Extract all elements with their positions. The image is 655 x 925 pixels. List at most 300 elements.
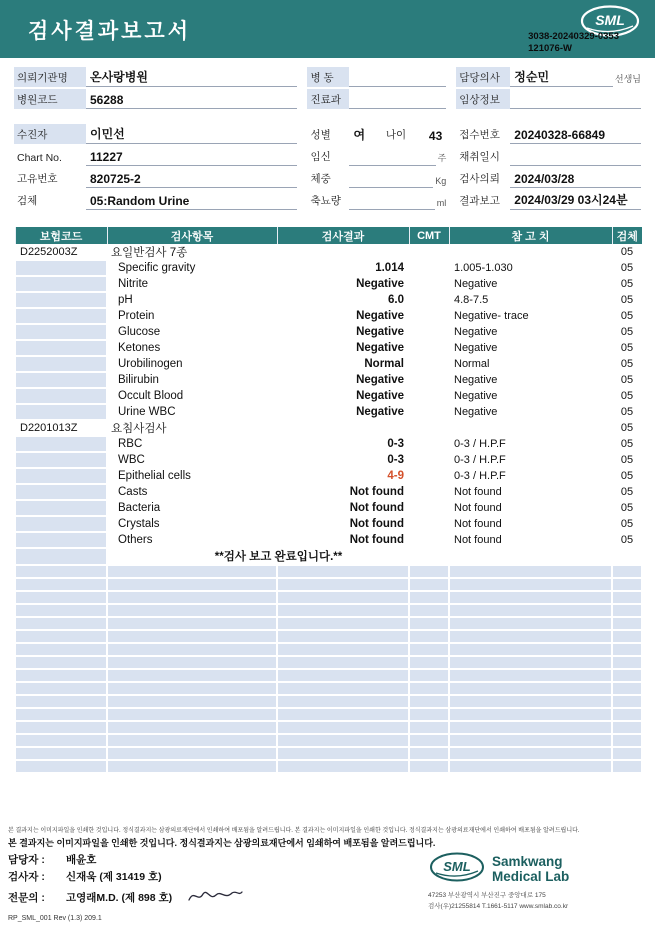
empty-cell [15, 708, 107, 721]
empty-cell [107, 760, 277, 773]
info-column-middle [307, 68, 446, 213]
col-header-test-result: 검사결과 [277, 227, 409, 244]
empty-cell [277, 591, 409, 604]
cell-test-item: Urobilinogen [118, 358, 183, 370]
cell-reference: Negative [454, 278, 498, 290]
cell-reference: Not found [454, 534, 502, 546]
empty-cell [15, 760, 107, 773]
empty-cell [449, 760, 612, 773]
field-label: 의뢰기관명 [14, 67, 86, 87]
staff-value: 배윤호 [66, 854, 97, 866]
empty-cell [277, 643, 409, 656]
empty-cell [612, 604, 642, 617]
table-row-18 [15, 532, 642, 548]
table-empty-row-1 [15, 578, 642, 591]
table-empty-row-13 [15, 734, 642, 747]
svg-text:SML: SML [443, 859, 471, 874]
field-label: 병 동 [307, 67, 349, 87]
col-header-insurance-code: 보험코드 [15, 227, 107, 244]
cell-reference: 0-3 / H.P.F [454, 438, 506, 450]
cell-test-result: 4-9 [387, 470, 404, 482]
staff-value: 신재욱 (제 31419 호) [66, 871, 162, 883]
cell-reference: Normal [454, 358, 490, 370]
empty-cell [449, 695, 612, 708]
field-unit: ml [436, 198, 447, 208]
empty-cell [107, 604, 277, 617]
cell-insurance-code [15, 388, 107, 404]
field-label: 검체 [17, 195, 38, 207]
empty-cell [612, 630, 642, 643]
empty-cell [107, 669, 277, 682]
table-empty-row-4 [15, 617, 642, 630]
cell-reference: Not found [454, 486, 502, 498]
cell-test-item: Others [118, 534, 153, 546]
empty-cell [15, 721, 107, 734]
cell-insurance-code [15, 372, 107, 388]
cell-insurance-code [15, 436, 107, 452]
field-label: 고유번호 [17, 173, 58, 185]
field-label: 성별 [310, 129, 331, 141]
table-empty-row-8 [15, 669, 642, 682]
cell-test-item: Bilirubin [118, 374, 159, 386]
empty-cell [107, 643, 277, 656]
field-left-5 [14, 191, 297, 210]
field-value [510, 149, 641, 166]
table-empty-row-7 [15, 656, 642, 669]
report-header [0, 0, 655, 58]
cell-specimen: 05 [620, 470, 634, 482]
empty-cell [107, 617, 277, 630]
lab-address: 47253 부산광역시 부산진구 중앙대로 175 [428, 892, 546, 899]
field-value [349, 92, 446, 109]
svg-text:SML: SML [595, 12, 625, 28]
lab-name-line2: Medical Lab [492, 868, 570, 884]
field-right-3 [456, 147, 641, 166]
cell-test-item: Nitrite [118, 278, 149, 290]
field-unit: Kg [435, 176, 447, 186]
cell-insurance-code [15, 452, 107, 468]
col-header-specimen: 검체 [612, 227, 642, 244]
cell-test-result: Not found [349, 486, 404, 498]
field-value: 2024/03/29 03시24분 [510, 190, 641, 210]
empty-cell [107, 656, 277, 669]
field-middle-4 [307, 169, 446, 188]
field-label: 접수번호 [459, 129, 500, 141]
cell-reference: 4.8-7.5 [454, 294, 489, 306]
field-value2: 43 [428, 129, 443, 143]
empty-cell [15, 669, 107, 682]
field-right-4 [456, 169, 641, 188]
staff-label: 검사자 : [8, 871, 45, 883]
empty-cell [15, 565, 107, 578]
field-value: 56288 [86, 92, 297, 109]
empty-cell [409, 604, 449, 617]
cell-test-item: 요일반검사 7종 [111, 247, 188, 259]
empty-cell [107, 708, 277, 721]
results-table-wrap [14, 227, 641, 774]
field-value [349, 171, 433, 188]
field-left-2 [14, 125, 297, 144]
cell-cmt [409, 292, 449, 308]
field-value [349, 193, 434, 210]
cell-cmt [409, 532, 449, 548]
cell-cmt [409, 484, 449, 500]
empty-cell [612, 669, 642, 682]
table-row-7 [15, 356, 642, 372]
cell-test-result: 6.0 [388, 294, 404, 306]
cell-reference [449, 244, 612, 260]
footer-notice-tiny: 본 결과지는 이미지파일을 인쇄한 것입니다. 정식결과지는 삼광의료재단에서 인쇄하여 배포됨을 알려드립니다. 본 결과지는 이미지파일을 인쇄한 것입니다. 정식결과지는 삼광의료재단에서 인쇄하여 배포됨을 알려드립니다. [8, 828, 580, 834]
empty-cell [15, 682, 107, 695]
empty-cell [409, 643, 449, 656]
field-middle-0 [307, 68, 446, 87]
empty-cell [409, 760, 449, 773]
cell-insurance-code [15, 292, 107, 308]
empty-cell [409, 617, 449, 630]
empty-cell [107, 591, 277, 604]
field-label: 병원코드 [14, 89, 86, 109]
cell-specimen: 05 [620, 518, 634, 530]
patient-info-section [14, 68, 641, 213]
cell-specimen: 05 [620, 262, 634, 274]
cell-test-result: Negative [356, 278, 404, 290]
empty-cell [449, 682, 612, 695]
empty-cell [15, 643, 107, 656]
empty-cell [277, 669, 409, 682]
field-value: 11227 [86, 149, 297, 166]
field-label: 축뇨량 [310, 195, 341, 207]
field-left-4 [14, 169, 297, 188]
cell-complete-message: **검사 보고 완료입니다.** [214, 551, 343, 563]
cell-insurance-code [15, 308, 107, 324]
empty-cell [277, 565, 409, 578]
table-row-0 [15, 244, 642, 260]
cell-cmt [409, 244, 449, 260]
cell-specimen: 05 [620, 246, 634, 258]
lab-name-line1: Samkwang [492, 853, 563, 869]
empty-cell [277, 682, 409, 695]
field-middle-3 [307, 147, 446, 166]
cell-cmt [409, 516, 449, 532]
empty-cell [409, 747, 449, 760]
empty-cell [612, 747, 642, 760]
empty-cell [15, 617, 107, 630]
cell-test-item: Glucose [118, 326, 161, 338]
cell-insurance-code [15, 404, 107, 420]
table-empty-row-12 [15, 721, 642, 734]
cell-cmt [409, 468, 449, 484]
cell-specimen: 05 [620, 454, 634, 466]
report-number [528, 31, 619, 56]
cell-test-result: Not found [349, 518, 404, 530]
empty-cell [409, 708, 449, 721]
cell-cmt [409, 404, 449, 420]
cell-specimen: 05 [620, 502, 634, 514]
empty-cell [612, 656, 642, 669]
empty-cell [449, 708, 612, 721]
footer-lab-identity [428, 851, 643, 910]
empty-cell [15, 630, 107, 643]
field-left-1 [14, 90, 297, 109]
empty-cell [612, 695, 642, 708]
field-label: 결과보고 [459, 195, 500, 207]
cell-test-result: Negative [356, 310, 404, 322]
cell-test-result: Negative [356, 326, 404, 338]
field-label: 임상정보 [456, 89, 510, 109]
col-header-reference: 참 고 치 [449, 227, 612, 244]
cell-cmt [409, 356, 449, 372]
page-title: 검사결과보고서 [28, 20, 192, 43]
signature-icon [186, 886, 244, 909]
empty-cell [409, 695, 449, 708]
cell-test-result [277, 420, 409, 436]
empty-cell [277, 578, 409, 591]
cell-specimen: 05 [620, 358, 634, 370]
empty-cell [409, 630, 449, 643]
document-code: RP_SML_001 Rev (1.3) 209.1 [8, 915, 102, 922]
cell-specimen [612, 548, 642, 565]
report-number-line1: 3038-20240329-0353 [528, 31, 619, 42]
empty-cell [409, 682, 449, 695]
field-middle-2 [307, 125, 446, 144]
cell-test-result: Not found [349, 502, 404, 514]
field-label: 검사의뢰 [459, 173, 500, 185]
empty-cell [449, 734, 612, 747]
cell-test-item: Ketones [118, 342, 161, 354]
cell-test-item: RBC [118, 438, 143, 450]
field-left-0 [14, 68, 297, 87]
cell-test-result: 0-3 [387, 454, 404, 466]
cell-reference: Negative [454, 342, 498, 354]
cell-test-result: Normal [364, 358, 404, 370]
empty-cell [449, 747, 612, 760]
empty-cell [612, 682, 642, 695]
cell-test-result: 1.014 [375, 262, 404, 274]
table-row-15 [15, 484, 642, 500]
field-value: 20240328-66849 [510, 127, 641, 144]
empty-cell [409, 669, 449, 682]
cell-specimen: 05 [620, 534, 634, 546]
cell-test-item: WBC [118, 454, 145, 466]
cell-insurance-code: D2201013Z [20, 422, 78, 434]
cell-specimen: 05 [620, 342, 634, 354]
empty-cell [15, 747, 107, 760]
table-row-9 [15, 388, 642, 404]
cell-specimen: 05 [620, 486, 634, 498]
cell-cmt [409, 324, 449, 340]
cell-cmt [409, 452, 449, 468]
field-value [510, 92, 641, 109]
cell-insurance-code [15, 260, 107, 276]
cell-cmt [409, 420, 449, 436]
field-value [349, 70, 446, 87]
cell-reference: Not found [454, 502, 502, 514]
footer-notice: 본 결과지는 이미지파일을 인쇄한 것입니다. 정식결과지는 삼광의료재단에서 임쇄하여 배포됨을 알려드립니다. [8, 838, 436, 848]
table-row-16 [15, 500, 642, 516]
table-row-5 [15, 324, 642, 340]
empty-cell [612, 565, 642, 578]
cell-specimen: 05 [620, 422, 634, 434]
table-empty-row-14 [15, 747, 642, 760]
field-label: Chart No. [17, 152, 62, 164]
table-empty-row-9 [15, 682, 642, 695]
field-right-1 [456, 90, 641, 109]
empty-cell [15, 695, 107, 708]
cell-reference: 0-3 / H.P.F [454, 454, 506, 466]
cell-test-item: Crystals [118, 518, 160, 530]
field-value: 정순민 [510, 67, 613, 87]
empty-cell [277, 695, 409, 708]
table-row-3 [15, 292, 642, 308]
cell-insurance-code [15, 340, 107, 356]
field-value: 2024/03/28 [510, 171, 641, 188]
table-header-row [15, 227, 642, 244]
cell-cmt [409, 436, 449, 452]
field-right-0 [456, 68, 641, 87]
empty-cell [107, 695, 277, 708]
cell-specimen: 05 [620, 374, 634, 386]
field-middle-5 [307, 191, 446, 210]
field-label: 진료과 [307, 89, 349, 109]
report-number-line2: 121076-W [528, 43, 572, 55]
empty-cell [107, 630, 277, 643]
field-label: 체중 [310, 173, 331, 185]
empty-cell [277, 734, 409, 747]
table-row-17 [15, 516, 642, 532]
cell-reference: 1.005-1.030 [454, 262, 513, 274]
empty-cell [277, 708, 409, 721]
table-empty-row-15 [15, 760, 642, 773]
field-value: 05:Random Urine [86, 193, 297, 210]
empty-cell [277, 747, 409, 760]
field-value: 820725-2 [86, 171, 297, 188]
cell-reference: Negative [454, 374, 498, 386]
cell-specimen: 05 [620, 294, 634, 306]
table-row-2 [15, 276, 642, 292]
cell-cmt [409, 500, 449, 516]
cell-cmt [409, 340, 449, 356]
cell-test-result: Not found [349, 534, 404, 546]
results-table [14, 227, 643, 774]
empty-cell [277, 656, 409, 669]
cell-insurance-code [15, 356, 107, 372]
field-unit: 주 [437, 153, 447, 163]
table-row-6 [15, 340, 642, 356]
empty-cell [409, 591, 449, 604]
field-right-5 [456, 191, 641, 210]
table-empty-row-6 [15, 643, 642, 656]
cell-specimen: 05 [620, 390, 634, 402]
table-row-1 [15, 260, 642, 276]
cell-insurance-code: D2252003Z [20, 245, 78, 258]
info-column-right [456, 68, 641, 213]
table-row-13 [15, 452, 642, 468]
empty-cell [449, 591, 612, 604]
cell-insurance-code [15, 484, 107, 500]
cell-reference: Negative [454, 390, 498, 402]
field-value: 여 [353, 128, 366, 142]
cell-reference: Negative [454, 326, 498, 338]
empty-cell [449, 721, 612, 734]
table-row-10 [15, 404, 642, 420]
empty-cell [409, 565, 449, 578]
empty-cell [277, 721, 409, 734]
empty-cell [107, 747, 277, 760]
empty-cell [15, 604, 107, 617]
empty-cell [15, 578, 107, 591]
staff-label: 담당자 : [8, 854, 45, 866]
table-row-19 [15, 548, 642, 565]
empty-cell [409, 578, 449, 591]
table-row-4 [15, 308, 642, 324]
cell-cmt [409, 372, 449, 388]
cell-cmt [409, 260, 449, 276]
empty-cell [449, 643, 612, 656]
field-label: 담당의사 [456, 67, 510, 87]
cell-insurance-code [15, 500, 107, 516]
empty-cell [15, 734, 107, 747]
table-empty-row-5 [15, 630, 642, 643]
empty-cell [612, 721, 642, 734]
empty-cell [409, 656, 449, 669]
lab-name [492, 855, 569, 885]
cell-insurance-code [15, 516, 107, 532]
cell-specimen: 05 [620, 438, 634, 450]
cell-test-item: Specific gravity [118, 262, 196, 274]
empty-cell [277, 617, 409, 630]
table-empty-row-2 [15, 591, 642, 604]
cell-test-item: pH [118, 294, 133, 306]
empty-cell [277, 604, 409, 617]
field-label: 채취일시 [459, 151, 500, 163]
cell-reference: Negative [454, 406, 498, 418]
empty-cell [107, 734, 277, 747]
table-row-12 [15, 436, 642, 452]
cell-insurance-code [15, 548, 107, 565]
cell-test-result: Negative [356, 406, 404, 418]
cell-test-result: Negative [356, 374, 404, 386]
lab-contact: 검사(우)21255814 T.1661-5117 www.smlab.co.kr [428, 903, 569, 910]
cell-test-item: Urine WBC [118, 406, 176, 418]
cell-reference [449, 548, 612, 565]
table-row-11 [15, 420, 642, 436]
cell-test-item: Protein [118, 310, 155, 322]
empty-cell [612, 578, 642, 591]
empty-cell [612, 708, 642, 721]
report-footer [0, 825, 655, 922]
field-value: 온사랑병원 [86, 67, 297, 87]
empty-cell [409, 721, 449, 734]
empty-cell [612, 591, 642, 604]
empty-cell [449, 578, 612, 591]
empty-cell [277, 630, 409, 643]
empty-cell [409, 734, 449, 747]
cell-specimen: 05 [620, 310, 634, 322]
table-empty-row-3 [15, 604, 642, 617]
cell-test-result: Negative [356, 342, 404, 354]
cell-insurance-code [15, 276, 107, 292]
empty-cell [449, 656, 612, 669]
field-label: 임신 [310, 151, 331, 163]
cell-cmt [409, 276, 449, 292]
table-row-8 [15, 372, 642, 388]
empty-cell [107, 721, 277, 734]
field-left-3 [14, 147, 297, 166]
cell-test-item: 요침사검사 [111, 423, 167, 435]
cell-reference: Negative- trace [454, 310, 529, 322]
empty-cell [612, 760, 642, 773]
cell-specimen: 05 [620, 406, 634, 418]
